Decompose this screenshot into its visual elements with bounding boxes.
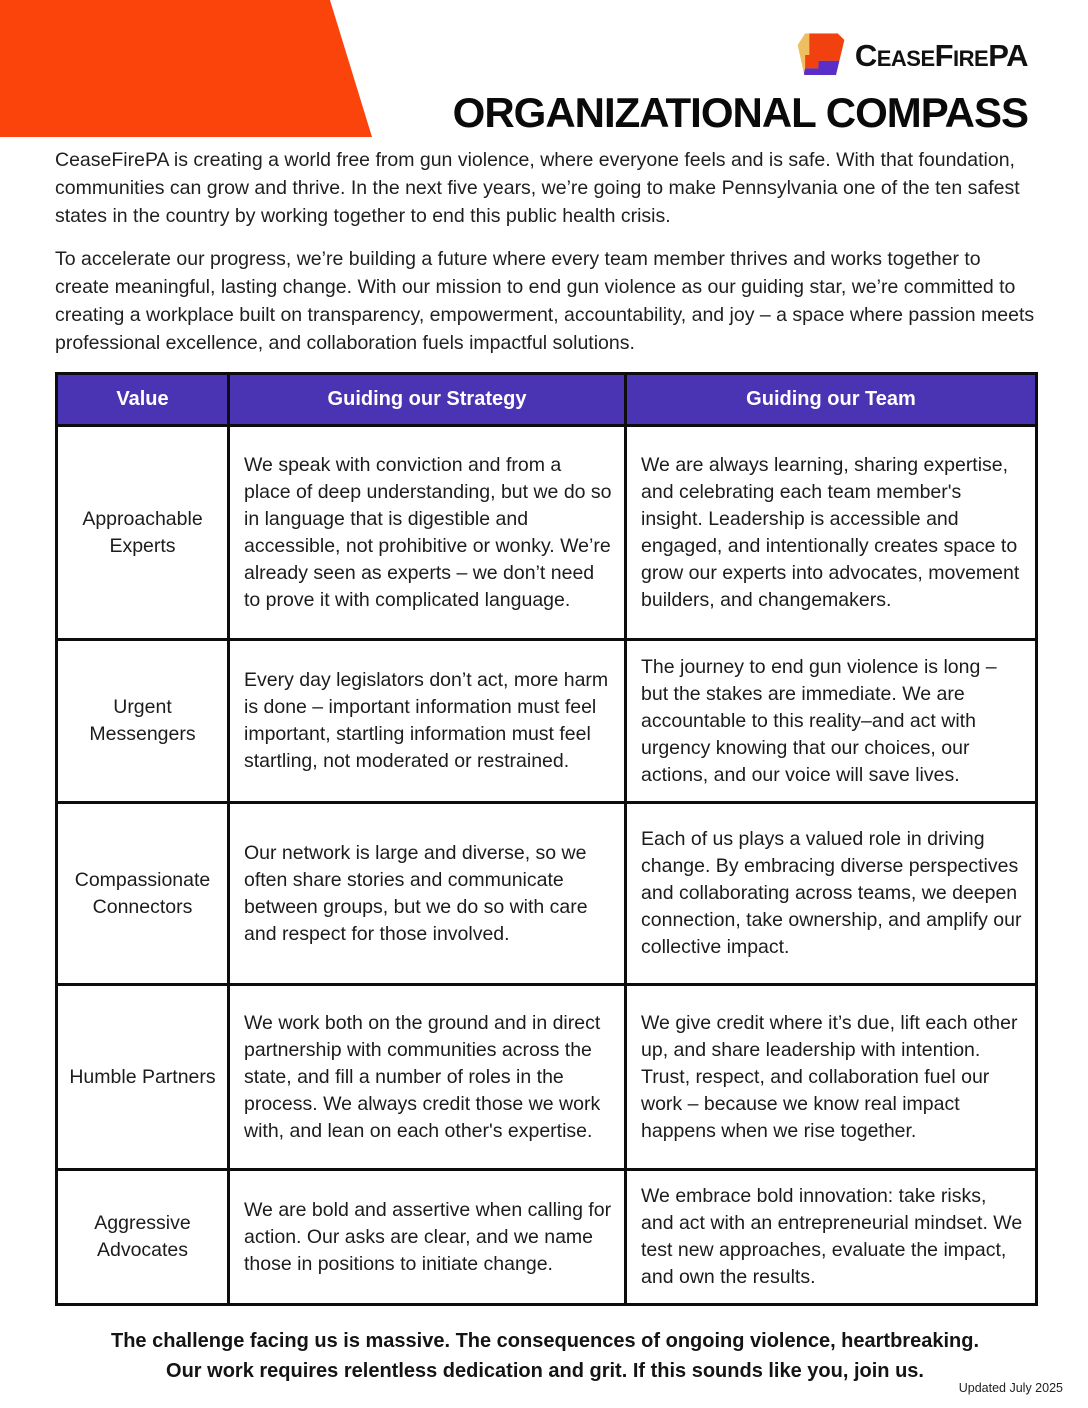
col-header-strategy: Guiding our Strategy (229, 374, 626, 426)
footer (55, 1326, 1035, 1386)
footer-line-1: The challenge facing us is massive. The consequences of ongoing violence, heartbreaking. (110, 1330, 980, 1352)
strategy-cell: Every day legislators don’t act, more harm is done – important information must feel important, startling information must feel startling, not moderated or restrained. (229, 640, 626, 803)
table-row (57, 985, 1037, 1170)
table-header-row (57, 374, 1037, 426)
updated-note: Updated July 2025 (958, 1381, 1063, 1395)
table-row (57, 640, 1037, 803)
value-cell: Approachable Experts (57, 426, 229, 640)
value-cell: Humble Partners (57, 985, 229, 1170)
team-cell: Each of us plays a valued role in driving change. By embracing diverse perspectives and collaborating across teams, we deepen connection, take ownership, and amplify our collective impact. (626, 803, 1037, 985)
strategy-cell: We are bold and assertive when calling for action. Our asks are clear, and we name those in positions to initiate change. (229, 1170, 626, 1305)
logo-wordmark: CeaseFirePA (854, 37, 1028, 73)
strategy-cell: We speak with conviction and from a place of deep understanding, but we do so in language that is digestible and accessible, not prohibitive or wonky. We’re already seen as experts – we don’t need to prove it with complicated language. (229, 426, 626, 640)
ceasefirepa-logo (453, 28, 1028, 82)
keystone-flame-icon (796, 28, 846, 82)
team-cell: We are always learning, sharing expertise, and celebrating each team member's insight. Leadership is accessible and engaged, and intentionally creates space to grow our experts into advocates, movement builders, and changemakers. (626, 426, 1037, 640)
intro-paragraph-2: To accelerate our progress, we’re building a future where every team member thrives and works together to create meaningful, lasting change. With our mission to end gun violence as our guiding star, we’re committed to creating a workplace built on transparency, empowerment, accountability, and joy – a space where passion meets professional excellence, and collaboration fuels impactful solutions. (55, 248, 1035, 354)
values-table (55, 372, 1038, 1306)
strategy-cell: We work both on the ground and in direct partnership with communities across the state, and fill a number of roles in the process. We always credit those we work with, and lean on each other's expertise. (229, 985, 626, 1170)
footer-line-2: Our work requires relentless dedication and grit. If this sounds like you, join us. (166, 1360, 924, 1382)
table-row (57, 1170, 1037, 1305)
banner-shape (0, 0, 372, 137)
intro-paragraph-1: CeaseFirePA is creating a world free from gun violence, where everyone feels and is safe. With that foundation, communities can grow and thrive. In the next five years, we’re going to make Pennsylvania one of the ten safest states in the country by working together to end this public health crisis. (55, 149, 1020, 227)
team-cell: The journey to end gun violence is long – but the stakes are immediate. We are accountable to this reality–and act with urgency knowing that our choices, our actions, and our voice will save lives. (626, 640, 1037, 803)
value-cell: Compassionate Connectors (57, 803, 229, 985)
team-cell: We embrace bold innovation: take risks, and act with an entrepreneurial mindset. We test new approaches, evaluate the impact, and own the results. (626, 1170, 1037, 1305)
value-cell: Urgent Messengers (57, 640, 229, 803)
team-cell: We give credit where it’s due, lift each other up, and share leadership with intention. Trust, respect, and collaboration fuel our work – because we know real impact happens when we rise together. (626, 985, 1037, 1170)
table-row (57, 426, 1037, 640)
strategy-cell: Our network is large and diverse, so we often share stories and communicate between groups, but we do so with care and respect for those involved. (229, 803, 626, 985)
main-content (55, 146, 1035, 1386)
col-header-team: Guiding our Team (626, 374, 1037, 426)
value-cell: Aggressive Advocates (57, 1170, 229, 1305)
col-header-value: Value (57, 374, 229, 426)
table-row (57, 803, 1037, 985)
page-title: ORGANIZATIONAL COMPASS (452, 89, 1028, 136)
header (453, 28, 1028, 134)
